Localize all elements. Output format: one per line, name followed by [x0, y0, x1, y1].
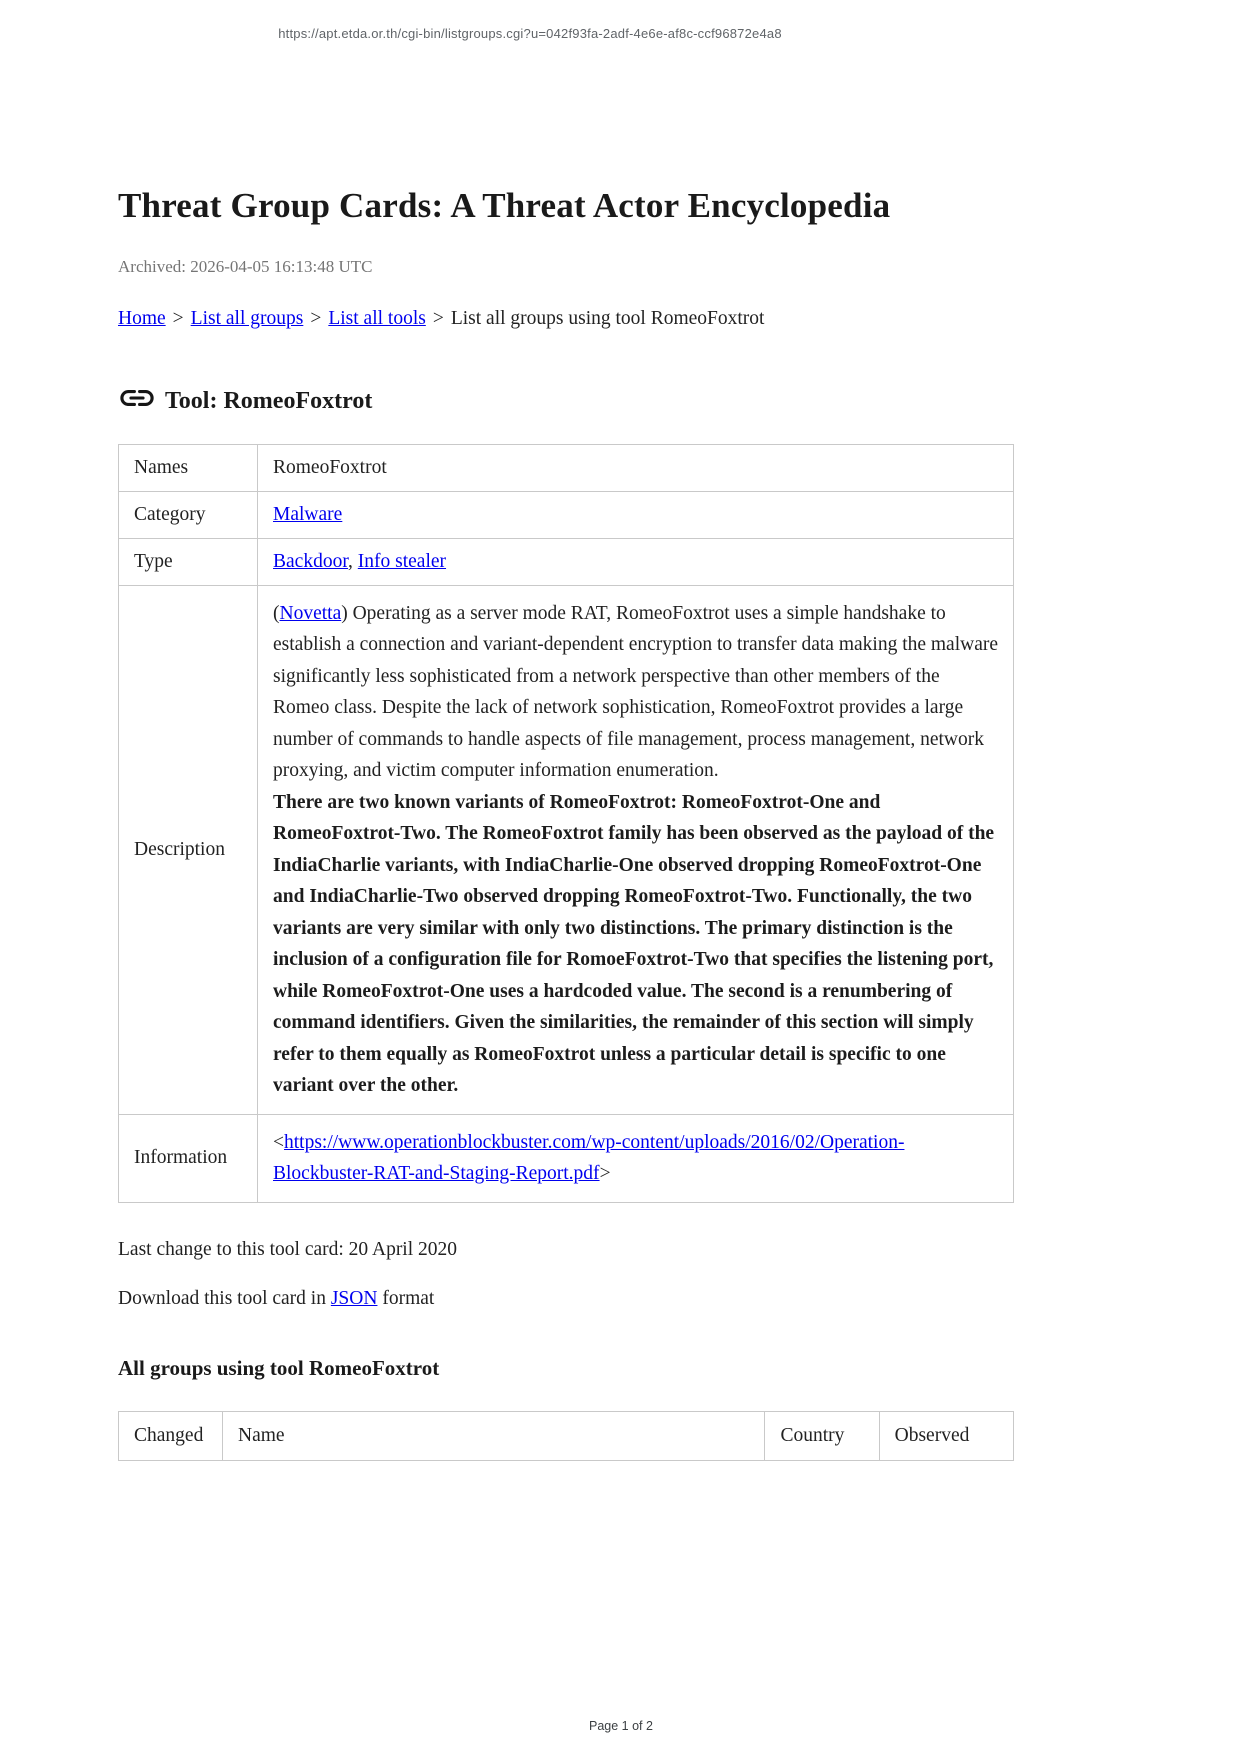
download-prefix: Download this tool card in: [118, 1287, 331, 1309]
groups-table-header-row: [119, 1411, 1014, 1460]
link-icon: [118, 386, 156, 410]
paren-open: (: [273, 603, 280, 624]
category-label: Category: [119, 492, 258, 539]
description-label: Description: [119, 586, 258, 1115]
type-separator: ,: [348, 551, 358, 572]
description-value: [258, 586, 1014, 1115]
breadcrumb: [118, 308, 1014, 330]
column-header-country: Country: [765, 1411, 879, 1460]
names-label: Names: [119, 445, 258, 492]
print-header-url: https://apt.etda.or.th/cgi-bin/listgroups.cgi?u=042f93fa-2adf-4e6e-af8c-ccf96872e4a8: [278, 26, 782, 41]
page-title: Threat Group Cards: A Threat Actor Encyclopedia: [118, 186, 891, 225]
page-number-footer: Page 1 of 2: [589, 1719, 653, 1733]
column-header-observed: Observed: [879, 1411, 1013, 1460]
column-header-changed: Changed: [119, 1411, 223, 1460]
type-label: Type: [119, 539, 258, 586]
table-row-description: [119, 586, 1014, 1115]
description-paragraph-2: There are two known variants of RomeoFoxtrot: RomeoFoxtrot-One and RomeoFoxtrot-Two. The RomeoFoxtrot family has been observed as the payload of the IndiaCharlie variants, with IndiaCharlie-One observed dropping RomeoFoxtrot-One and IndiaCharlie-Two observed dropping RomeoFoxtrot-Two. Functionally, the two variants are very similar with only two distinctions. The primary distinction is the inclusion of a configuration file for RomoeFoxtrot-Two that specifies the listening port, while RomeoFoxtrot-One uses a hardcoded value. The second is a renumbering of command identifiers. Given the similarities, the remainder of this section will simply refer to them equally as RomeoFoxtrot unless a particular detail is specific to one variant over the other.: [273, 791, 995, 1097]
download-suffix: format: [377, 1287, 435, 1309]
tool-heading-label: Tool: RomeoFoxtrot: [165, 388, 373, 414]
information-report-link[interactable]: https://www.operationblockbuster.com/wp-content/uploads/2016/02/Operation-Blockbuster-RAT-and-Staging-Report.pdf: [273, 1131, 905, 1185]
json-download-link[interactable]: JSON: [330, 1287, 378, 1309]
bracket-open: <: [273, 1131, 284, 1153]
breadcrumb-current-page: List all groups using tool RomeoFoxtrot: [450, 308, 765, 329]
description-text: ) Operating as a server mode RAT, RomeoFoxtrot uses a simple handshake to establish a connection and variant-dependent encryption to transfer data making the malware significantly less sophisticated from a network perspective than other members of the Romeo class. Despite the lack of network sophistication, RomeoFoxtrot provides a large number of commands to handle aspects of file management, process management, network proxying, and victim computer information enumeration.: [273, 603, 999, 782]
information-value: [258, 1114, 1014, 1202]
table-row-information: [119, 1114, 1014, 1202]
page-content: [118, 0, 1014, 1461]
breadcrumb-separator: >: [310, 308, 322, 329]
category-value: [258, 492, 1014, 539]
type-value: [258, 539, 1014, 586]
last-change-line: Last change to this tool card: 20 April 2020: [118, 1238, 458, 1260]
table-row-type: [119, 539, 1014, 586]
information-label: Information: [119, 1114, 258, 1202]
groups-table: [118, 1411, 1014, 1461]
breadcrumb-separator: >: [432, 308, 444, 329]
info-stealer-type-link[interactable]: Info stealer: [357, 551, 447, 572]
all-groups-heading: All groups using tool RomeoFoxtrot: [118, 1355, 440, 1380]
table-row-category: [119, 492, 1014, 539]
download-line: [118, 1288, 1014, 1310]
table-row-names: [119, 445, 1014, 492]
archived-timestamp: Archived: 2026-04-05 16:13:48 UTC: [118, 257, 373, 276]
tool-card-table: [118, 444, 1014, 1203]
malware-category-link[interactable]: Malware: [273, 504, 343, 525]
breadcrumb-list-all-groups-link[interactable]: List all groups: [190, 308, 304, 329]
column-header-name: Name: [223, 1411, 765, 1460]
tool-heading: [118, 388, 1014, 415]
breadcrumb-list-all-tools-link[interactable]: List all tools: [328, 308, 426, 329]
bracket-close: >: [599, 1163, 611, 1185]
breadcrumb-home-link[interactable]: Home: [118, 308, 166, 329]
names-value: RomeoFoxtrot: [258, 445, 1014, 492]
description-paragraph-1: [273, 598, 998, 787]
breadcrumb-separator: >: [172, 308, 184, 329]
novetta-link[interactable]: Novetta: [279, 603, 342, 624]
backdoor-type-link[interactable]: Backdoor: [273, 551, 349, 572]
